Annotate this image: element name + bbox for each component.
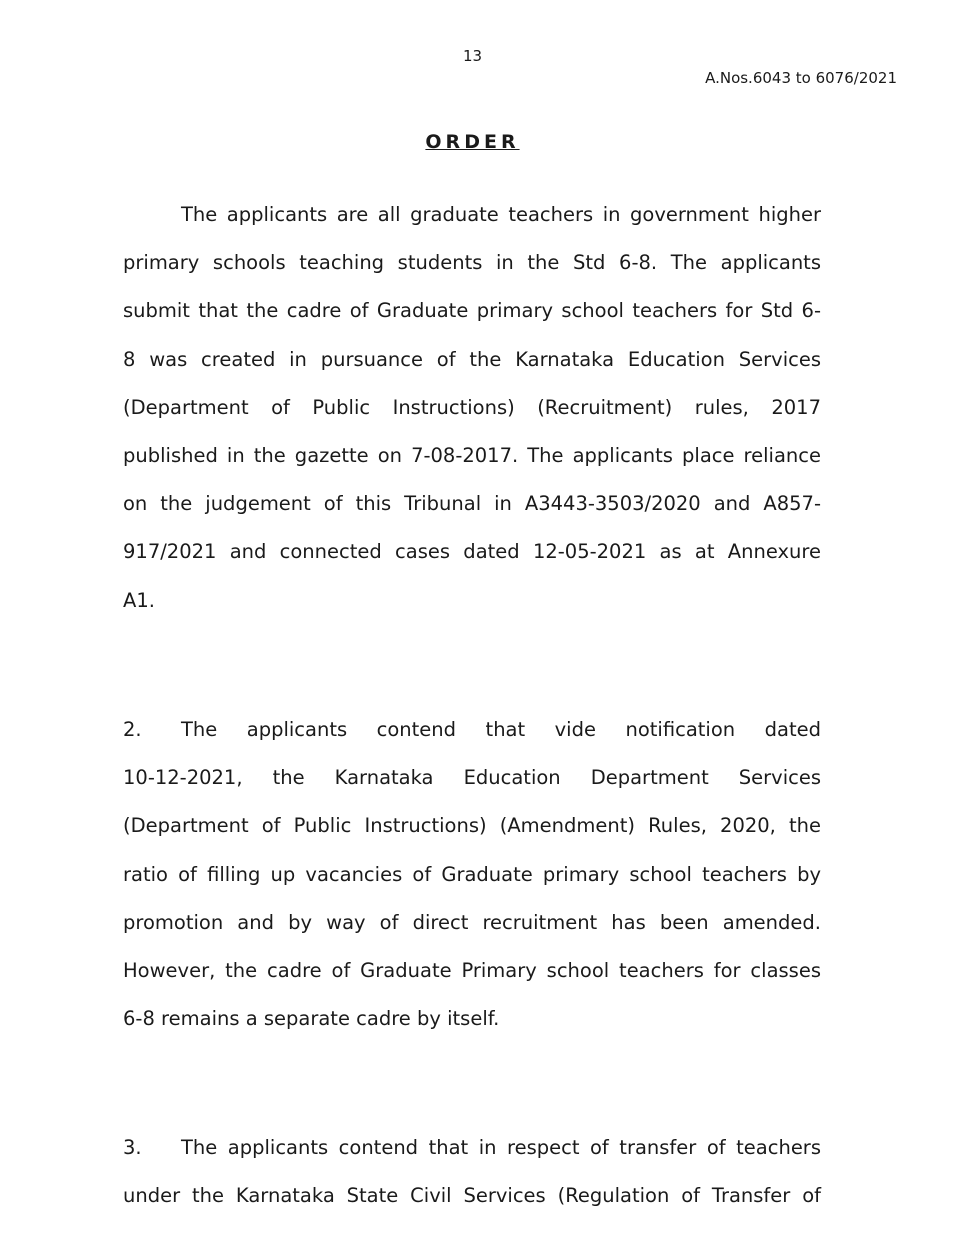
order-heading: ORDER — [425, 131, 520, 153]
paragraph-line: 6-8 remains a separate cadre by itself. — [123, 1007, 500, 1031]
paragraph-line: on the judgement of this Tribunal in A3443-3503/2020 and A857- — [123, 492, 821, 516]
paragraph-line: published in the gazette on 7-08-2017. The applicants place reliance — [123, 444, 821, 468]
paragraph-line: 10-12-2021, the Karnataka Education Department Services — [123, 766, 821, 790]
paragraph-first-line — [123, 706, 821, 754]
paragraph-line: (Department of Public Instructions) (Recruitment) rules, 2017 — [123, 395, 821, 419]
case-reference: A.Nos.6043 to 6076/2021 — [705, 69, 897, 87]
paragraph-line: 917/2021 and connected cases dated 12-05-2021 as at Annexure — [123, 540, 821, 564]
paragraph-line: The applicants are all graduate teachers in government higher — [181, 203, 821, 226]
paragraph-3 — [123, 1124, 821, 1220]
paragraph-2 — [123, 706, 821, 1043]
paragraph-line: submit that the cadre of Graduate primary school teachers for Std 6- — [123, 299, 821, 323]
paragraph-line: The applicants contend that vide notification dated — [181, 718, 821, 741]
paragraph-line: (Department of Public Instructions) (Amendment) Rules, 2020, the — [123, 814, 821, 838]
paragraph-number: 3. — [123, 1136, 142, 1159]
paragraph-line: A1. — [123, 588, 155, 612]
paragraph-line: primary schools teaching students in the Std 6-8. The applicants — [123, 251, 821, 275]
paragraph-first-line — [123, 1124, 821, 1172]
page-number: 13 — [462, 47, 483, 65]
paragraph-line: However, the cadre of Graduate Primary school teachers for classes — [123, 959, 821, 983]
paragraph-line: under the Karnataka State Civil Services (Regulation of Transfer of — [123, 1184, 821, 1208]
paragraph-1 — [123, 191, 821, 625]
paragraph-line: The applicants contend that in respect of transfer of teachers — [181, 1136, 821, 1159]
paragraph-number: 2. — [123, 718, 142, 741]
paragraph-line: promotion and by way of direct recruitment has been amended. — [123, 910, 821, 934]
paragraph-line: ratio of filling up vacancies of Graduate primary school teachers by — [123, 862, 821, 886]
paragraph-line: 8 was created in pursuance of the Karnataka Education Services — [123, 347, 821, 371]
